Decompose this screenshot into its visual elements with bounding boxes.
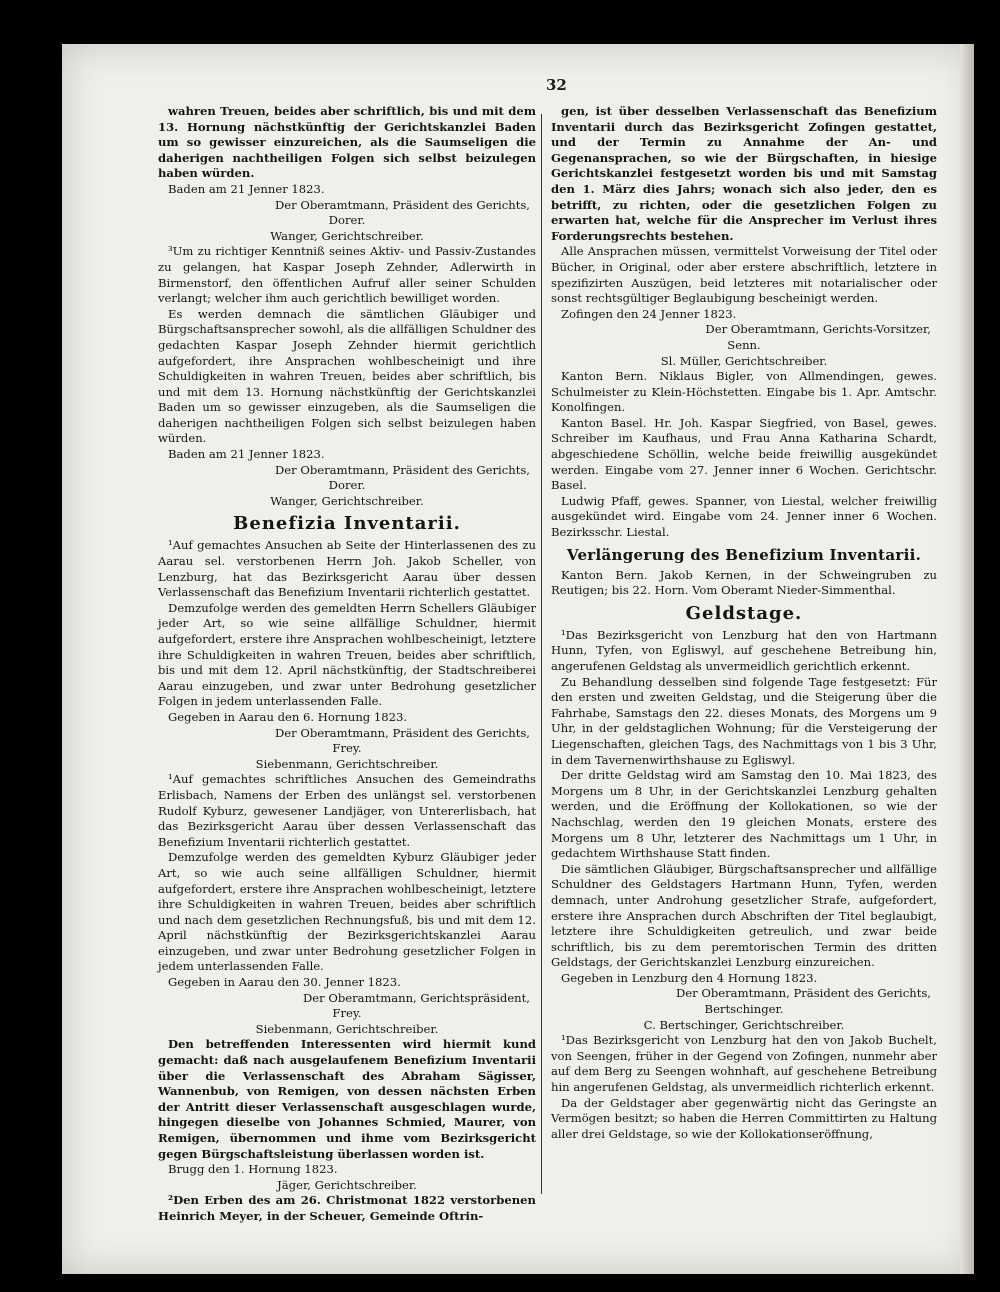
paragraph: ¹Das Bezirksgericht von Lenzburg hat den von Hartmann Hunn, Tyfen, von Egliswyl, auf geschehene Betreibung hin, angerufenen Geldstag als unvermeidlich gerichtlich erkennt. bbox=[551, 627, 937, 673]
section-subheading: Verlängerung des Benefizium Inventarii. bbox=[566, 545, 922, 564]
paragraph-bold: Den betreffenden Interessenten wird hiermit kund gemacht: daß nach ausgelaufenem Benefizium Inventarii über die Verlassenschaft des Abraham Sägisser, Wannenbub, von Remigen, von dessen nächsten Erben der Antritt dieser Verlassenschaft ausgeschlagen wurde, hingegen dieselbe von Johannes Schmied, Maurer, von Remigen, übernommen und ihme vom Bezirksgericht gegen Bürgschaftsleistung überlassen worden ist. bbox=[158, 1037, 536, 1161]
paragraph: Kanton Bern. Niklaus Bigler, von Allmendingen, gewes. Schulmeister zu Klein-Höchstetten. Eingabe bis 1. Apr. Amtschr. Konolfingen. bbox=[551, 369, 937, 415]
section-heading: Geldstage. bbox=[685, 602, 803, 624]
signature-line: Der Oberamtmann, Präsident des Gerichts, bbox=[274, 462, 530, 477]
paragraph: ¹Auf gemachtes schriftliches Ansuchen des Gemeindraths Erlisbach, Namens der Erben des unlängst sel. verstorbenen Rudolf Kyburz, gewesener Landjäger, von Untererlisbach, hat das Bezirksgericht Aarau über dessen Verlassenschaft das Benefizium Inventarii richterlich gestattet. bbox=[158, 772, 536, 849]
paragraph: Die sämtlichen Gläubiger, Bürgschaftsansprecher und allfällige Schuldner des Geldstagers Hartmann Hunn, Tyfen, werden demnach, unter Androhung gesetzlicher Strafe, aufgefordert, erstere ihre Ansprachen durch Abschriften der Titel beglaubigt, letztere ihre Schuldigkeiten getreulich, und zwar beide schriftlich, bis zu dem peremtorischen Termin des dritten Geldstags, der Gerichtskanzlei Lenzburg einzureichen. bbox=[551, 861, 937, 970]
page-number: 32 bbox=[546, 76, 567, 94]
paragraph: Baden am 21 Jenner 1823. bbox=[168, 181, 325, 196]
paragraph: Demzufolge werden des gemeldten Kyburz Gläubiger jeder Art, so wie auch seine allfälligen Schuldner, hiermit aufgefordert, erstere ihre Ansprachen wohlbescheinigt, letztere ihre Schuldigkeiten in wahren Treuen, beides aber schriftlich und nach dem gesetzlichen Rechnungsfuß, bis und mit dem 12. April nächstkünftig der Bezirksgerichtskanzlei Aarau einzugeben, und zwar unter Bedrohung gesetzlicher Folgen in jedem unterlassenden Falle. bbox=[158, 850, 536, 974]
paragraph: Gegeben in Aarau den 30. Jenner 1823. bbox=[168, 975, 401, 990]
paragraph-bold: ²Den Erben des am 26. Christmonat 1822 verstorbenen Heinrich Meyer, in der Scheuer, Gemeinde Oftrin- bbox=[158, 1193, 536, 1223]
paragraph: Alle Ansprachen müssen, vermittelst Vorweisung der Titel oder Bücher, in Original, oder aber erstere abschriftlich, letztere in spezifizirten Auszügen, beid letzteres mit notarialischer oder sonst rechtsgültiger Beglaubigung bescheinigt werden. bbox=[551, 244, 937, 306]
paragraph: ¹Auf gemachtes Ansuchen ab Seite der Hinterlassenen des zu Aarau sel. verstorbenen Herrn Joh. Jakob Scheller, von Lenzburg, hat das Bezirksgericht Aarau über dessen Verlassenschaft das Benefizium Inventarii richterlich gestattet. bbox=[158, 538, 536, 600]
signature-name: C. Bertschinger, Gerichtschreiber. bbox=[643, 1017, 845, 1032]
signature-name: Dorer. bbox=[328, 213, 366, 228]
paragraph: Kanton Basel. Hr. Joh. Kaspar Siegfried, von Basel, gewes. Schreiber im Kaufhaus, und Frau Anna Katharina Schardt, abgeschiedene Schöllin, welche beide freiwillig ausgekündet werden. Eingabe vom 27. Jenner inner 6 Wochen. Gerichtschr. Basel. bbox=[551, 415, 937, 493]
paragraph: Baden am 21 Jenner 1823. bbox=[168, 447, 325, 462]
signature-line: Der Oberamtmann, Präsident des Gerichts, bbox=[274, 725, 530, 740]
signature-name: Wanger, Gerichtschreiber. bbox=[270, 493, 424, 508]
signature-name: Siebenmann, Gerichtschreiber. bbox=[255, 756, 439, 771]
signature-name: Sl. Müller, Gerichtschreiber. bbox=[660, 353, 828, 368]
paragraph: Ludwig Pfaff, gewes. Spanner, von Liestal, welcher freiwillig ausgekündet wird. Eingabe vom 24. Jenner inner 6 Wochen. Bezirksschr. Liestal. bbox=[551, 493, 937, 540]
paragraph: Gegeben in Lenzburg den 4 Hornung 1823. bbox=[561, 970, 818, 985]
signature-line: Der Oberamtmann, Gerichts-Vorsitzer, bbox=[705, 322, 931, 337]
paragraph: Kanton Bern. Jakob Kernen, in der Schweingruben zu Reutigen; bis 22. Horn. Vom Oberamt Nieder-Simmenthal. bbox=[551, 567, 937, 598]
section-heading: Benefizia Inventarii. bbox=[233, 513, 461, 535]
signature-name: Jäger, Gerichtschreiber. bbox=[277, 1177, 417, 1192]
right-column bbox=[551, 104, 937, 1142]
paragraph: Zu Behandlung desselben sind folgende Tage festgesetzt: Für den ersten und zweiten Geldstag, und die Steigerung über die Fahrhabe, Samstags den 22. dieses Monats, des Morgens um 9 Uhr, in der geldstaglichen Wohnung; für die Versteigerung der Liegenschaften, gleichen Tags, des Nachmittags von 1 bis 3 Uhr, in dem Tavernenwirthshause zu Egliswyl. bbox=[551, 674, 937, 767]
page-spine-shadow bbox=[960, 44, 974, 1274]
paragraph: Demzufolge werden des gemeldten Herrn Schellers Gläubiger jeder Art, so wie seine allfällige Schuldner, hiermit aufgefordert, erstere ihre Ansprachen wohlbescheinigt, letztere ihre Schuldigkeiten in wahren Treuen, beides aber schriftlich, bis und mit dem 12. April nächstkünftig, der Stadtschreiberei Aarau einzugeben, und zwar unter Bedrohung gesetzlicher Folgen in jedem unterlassenden Falle. bbox=[158, 600, 536, 709]
paragraph-bold: gen, ist über desselben Verlassenschaft das Benefizium Inventarii durch das Bezirksgericht Zofingen gestattet, und der Termin zu Annahme der An- und Gegenansprachen, so wie der Bürgschaften, in hiesige Gerichtskanzlei festgesetzt worden bis und mit Samstag den 1. März dies Jahrs; wonach sich also jeder, den es betrifft, zu richten, oder die gesetzlichen Folgen zu erwarten hat, welche für die Ansprecher im Verlust ihres Forderungsrechts bestehen. bbox=[551, 104, 937, 243]
signature-line: Der Oberamtmann, Gerichtspräsident, bbox=[302, 990, 530, 1005]
paragraph: Der dritte Geldstag wird am Samstag den 10. Mai 1823, des Morgens um 8 Uhr, in der Gerichtskanzlei Lenzburg gehalten werden, und die Eröffnung der Kollokationen, so wie der Nachschlag, werden den 19 gleichen Monats, erstere des Morgens um 8 Uhr, letzterer des Nachmittags um 1 Uhr, in gedachtem Wirthshause Statt finden. bbox=[551, 768, 937, 861]
signature-line: Der Oberamtmann, Präsident des Gerichts, bbox=[675, 986, 931, 1001]
paragraph-bold: wahren Treuen, beides aber schriftlich, bis und mit dem 13. Hornung nächstkünftig der Gerichtskanzlei Baden um so gewisser einzureichen, als die Saumseligen die daherigen nachtheiligen Folgen sich selbst beizulegen haben würden. bbox=[158, 104, 536, 181]
paragraph: Brugg den 1. Hornung 1823. bbox=[168, 1162, 338, 1177]
signature-line: Der Oberamtmann, Präsident des Gerichts, bbox=[274, 197, 530, 212]
signature-name: Siebenmann, Gerichtschreiber. bbox=[255, 1021, 439, 1036]
paragraph: Da der Geldstager aber gegenwärtig nicht das Geringste an Vermögen besitzt; so haben die Herren Committirten zu Haltung aller drei Geldstage, so wie der Kollokationseröffnung, bbox=[551, 1095, 937, 1141]
signature-name: Frey. bbox=[332, 741, 362, 756]
paragraph: ³Um zu richtiger Kenntniß seines Aktiv- und Passiv-Zustandes zu gelangen, hat Kaspar Joseph Zehnder, Adlerwirth in Birmenstorf, den öffentlichen Aufruf aller seiner Schulden verlangt; welcher ihm auch gerichtlich bewilliget worden. bbox=[158, 244, 536, 306]
signature-name: Wanger, Gerichtschreiber. bbox=[270, 228, 424, 243]
left-column bbox=[158, 104, 536, 1225]
paragraph: Gegeben in Aarau den 6. Hornung 1823. bbox=[168, 709, 408, 724]
signature-name: Dorer. bbox=[328, 478, 366, 493]
signature-name: Senn. bbox=[727, 337, 761, 352]
paragraph: Zofingen den 24 Jenner 1823. bbox=[561, 306, 737, 321]
paragraph: Es werden demnach die sämtlichen Gläubiger und Bürgschaftsansprecher sowohl, als die allfälligen Schuldner des gedachten Kaspar Joseph Zehnder hiermit gerichtlich aufgefordert, ihre Ansprachen wohlbescheinigt und ihre Schuldigkeiten in wahren Treuen, beides aber schriftlich, bis und mit dem 13. Hornung nächstkünftig der Gerichtskanzlei Baden um so gewisser einzugeben, als die Saumseligen die daherigen nachtheiligen Folgen sich selbst beizulegen haben würden. bbox=[158, 306, 536, 446]
signature-name: Bertschinger. bbox=[704, 1002, 784, 1017]
signature-name: Frey. bbox=[332, 1006, 362, 1021]
paragraph: ¹Das Bezirksgericht von Lenzburg hat den von Jakob Buchelt, von Seengen, früher in der Gegend von Zofingen, nunmehr aber auf dem Berg zu Seengen wohnhaft, auf geschehene Betreibung hin angerufenen Geldstag, als unvermeidlich richterlich erkennt. bbox=[551, 1033, 937, 1095]
column-divider bbox=[541, 114, 542, 1194]
newspaper-page bbox=[62, 44, 974, 1274]
